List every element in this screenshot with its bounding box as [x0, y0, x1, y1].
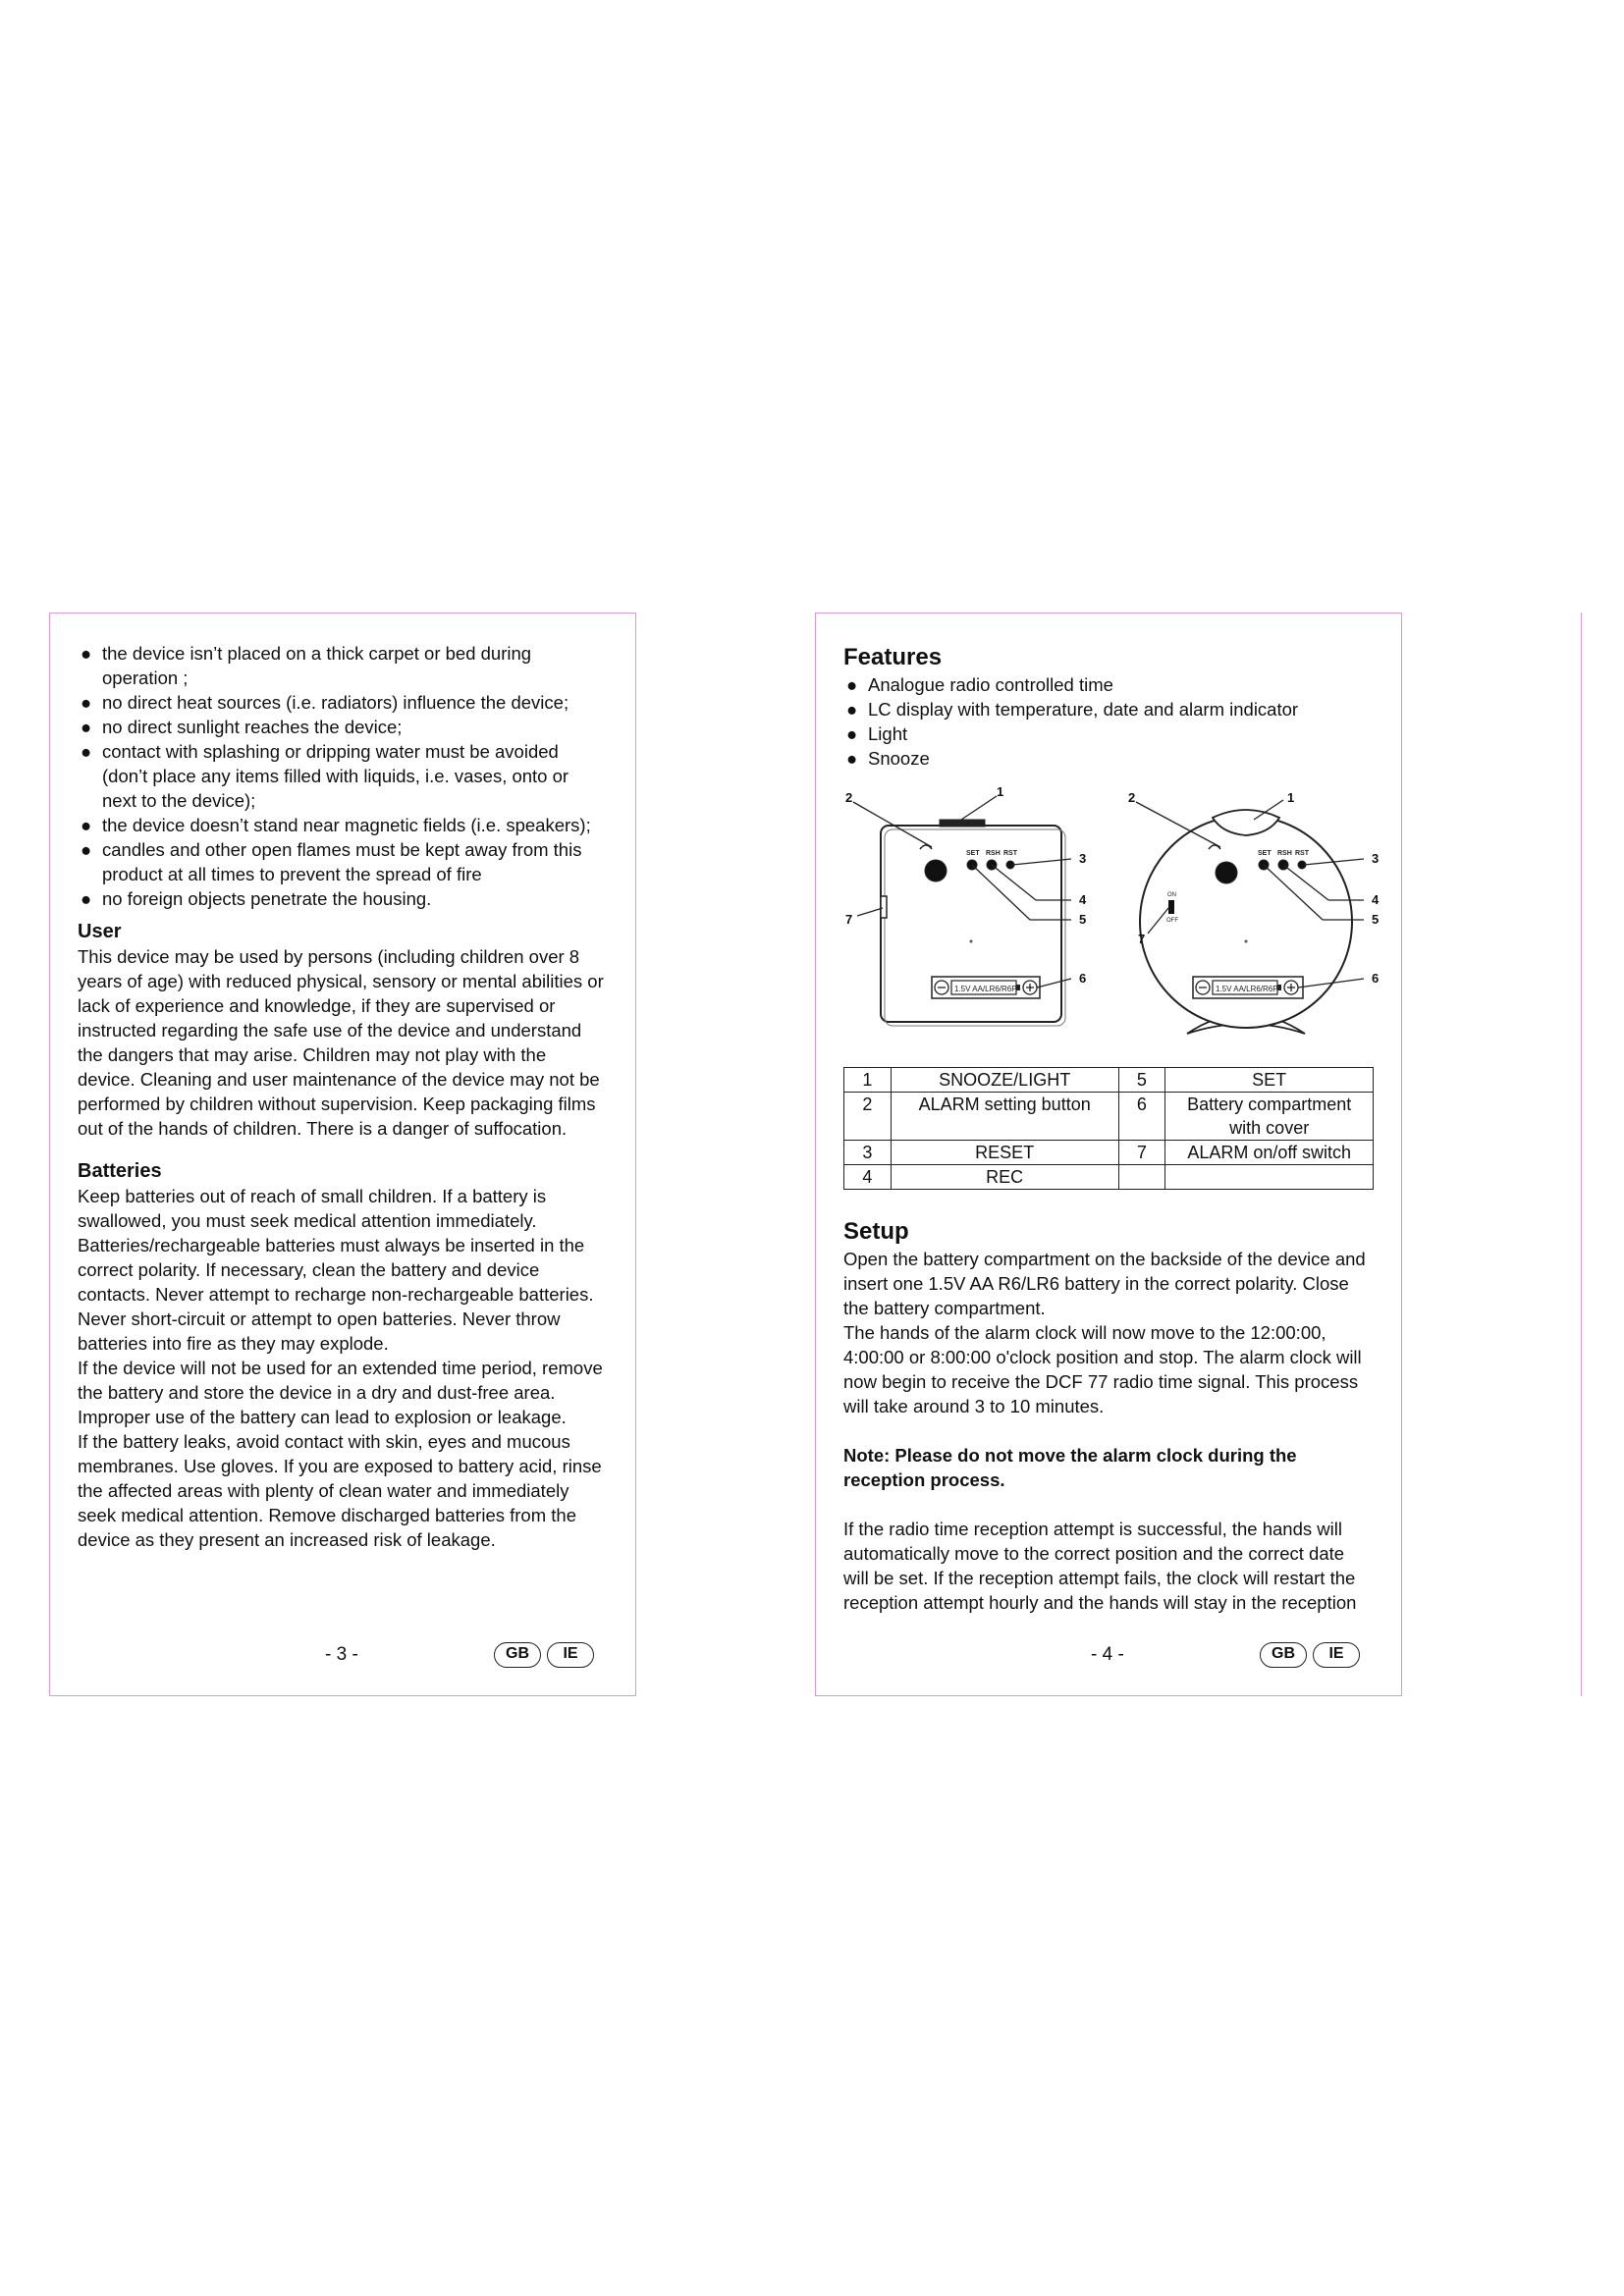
batteries-paragraph: Keep batteries out of reach of small children. If a battery is swallowed, you must seek medical attention immediately.	[78, 1186, 547, 1231]
hang-hole	[1245, 940, 1248, 943]
callout-3: 3	[1079, 851, 1087, 866]
battery-nub	[1016, 985, 1020, 990]
part-number: 7	[1118, 1141, 1165, 1165]
bullet-icon: ●	[81, 692, 92, 713]
leader-line-7	[857, 908, 883, 916]
list-item: ● the device isn’t placed on a thick carpet or bed during operation ;	[81, 643, 532, 688]
part-number: 3	[844, 1141, 892, 1165]
part-label: ALARM setting button	[891, 1093, 1118, 1141]
part-label: SNOOZE/LIGHT	[891, 1068, 1118, 1093]
battery-nub	[1277, 985, 1281, 990]
batteries-paragraph: Improper use of the battery can lead to explosion or leakage.	[78, 1407, 567, 1427]
user-paragraph: This device may be used by persons (including children over 8 years of age) with reduced physical, sensory or mental abilities or lack of experience and knowledge, if they are supervised or instructed regarding the safe use of the device and understand the dangers that may arise. Children may not play with the device. Cleaning and user maintenance of the device may not be performed by children without supervision. Keep packaging films out of the hands of children. There is a danger of suffocation.	[78, 946, 604, 1139]
parts-table	[843, 1067, 1374, 1190]
callout-1: 1	[997, 786, 1004, 799]
set-label: SET	[1258, 850, 1272, 857]
part-number	[1118, 1165, 1165, 1190]
setup-heading: Setup	[843, 1218, 909, 1245]
rsh-label: RSH	[986, 850, 1001, 857]
next-page-edge	[1581, 613, 1582, 1696]
table-row	[844, 1093, 1374, 1141]
part-number: 1	[844, 1068, 892, 1093]
alarm-knob	[1216, 862, 1237, 883]
bullet-icon: ●	[846, 699, 858, 720]
callout-6: 6	[1079, 971, 1087, 986]
language-badge-gb: GB	[1260, 1642, 1307, 1668]
part-label: ALARM on/off switch	[1165, 1141, 1374, 1165]
batteries-heading: Batteries	[78, 1160, 162, 1182]
bullet-icon: ●	[81, 741, 92, 762]
set-label: SET	[966, 850, 980, 857]
part-number: 5	[1118, 1068, 1165, 1093]
bullet-icon: ●	[846, 674, 858, 695]
part-number: 4	[844, 1165, 892, 1190]
list-item: ● LC display with temperature, date and alarm indicator	[846, 699, 1299, 720]
safety-bullet-list	[78, 641, 608, 911]
callout-2: 2	[845, 790, 853, 805]
setup-paragraph: If the radio time reception attempt is successful, the hands will automatically move to the correct position and the correct date will be set. If the reception attempt fails, the clock will restart the reception attempt hourly and the hands will stay in the reception	[843, 1519, 1357, 1613]
bullet-icon: ●	[81, 888, 92, 909]
battery-label: 1.5V AA/LR6/R6P	[1216, 985, 1278, 993]
part-label	[1165, 1165, 1374, 1190]
language-badge-ie: IE	[1313, 1642, 1360, 1668]
page-3-content	[78, 641, 608, 1552]
page-footer	[50, 1642, 635, 1672]
language-badge-gb: GB	[494, 1642, 541, 1668]
setup-note: Note: Please do not move the alarm clock during the reception process.	[843, 1445, 1297, 1490]
callout-1: 1	[1287, 790, 1295, 805]
leader-line-1	[961, 796, 997, 820]
clock-diagram-svg	[843, 786, 1393, 1057]
list-item: ● contact with splashing or dripping water must be avoided (don’t place any items filled with liquids, i.e. vases, onto or next to the device);	[81, 741, 569, 811]
language-badge-ie: IE	[547, 1642, 594, 1668]
callout-7: 7	[845, 912, 853, 927]
list-item: ● no direct sunlight reaches the device;	[81, 717, 403, 737]
page-footer	[816, 1642, 1401, 1672]
callout-4: 4	[1372, 892, 1380, 907]
manual-page-4	[815, 613, 1402, 1696]
callout-5: 5	[1372, 912, 1380, 927]
callout-7: 7	[1138, 932, 1146, 946]
table-row	[844, 1141, 1374, 1165]
user-heading: User	[78, 921, 122, 942]
rsh-label: RSH	[1277, 850, 1292, 857]
list-item: ● no foreign objects penetrate the housing.	[81, 888, 432, 909]
part-label: Battery compartment with cover	[1165, 1093, 1374, 1141]
page-4-content	[843, 643, 1380, 1615]
bullet-icon: ●	[846, 723, 858, 744]
setup-paragraph: Open the battery compartment on the backside of the device and insert one 1.5V AA R6/LR6 battery in the correct polarity. Close the battery compartment.	[843, 1249, 1366, 1318]
rst-label: RST	[1295, 850, 1309, 857]
alarm-switch	[1168, 900, 1174, 914]
batteries-paragraph: Batteries/rechargeable batteries must always be inserted in the correct polarity. If necessary, clean the battery and device contacts. Never attempt to recharge non-rechargeable batteries. Never short-circuit or attempt to open batteries. Never throw batteries into fire as they may explode.	[78, 1235, 594, 1354]
features-list	[843, 672, 1374, 771]
callout-2: 2	[1128, 790, 1136, 805]
bullet-icon: ●	[81, 815, 92, 835]
table-row	[844, 1165, 1374, 1190]
list-item: ● no direct heat sources (i.e. radiators) influence the device;	[81, 692, 569, 713]
clock-back-diagram	[843, 786, 1380, 1057]
list-item: ● Analogue radio controlled time	[846, 674, 1113, 695]
bullet-icon: ●	[81, 643, 92, 664]
part-number: 2	[844, 1093, 892, 1141]
manual-page-3	[49, 613, 636, 1696]
part-label: RESET	[891, 1141, 1118, 1165]
alarm-knob	[925, 860, 947, 881]
rst-label: RST	[1003, 850, 1017, 857]
part-label: SET	[1165, 1068, 1374, 1093]
table-row	[844, 1068, 1374, 1093]
list-item: ● Light	[846, 723, 908, 744]
callout-5: 5	[1079, 912, 1087, 927]
bullet-icon: ●	[846, 748, 858, 769]
callout-3: 3	[1372, 851, 1380, 866]
page-number: - 3 -	[325, 1644, 358, 1665]
alarm-switch	[881, 896, 887, 918]
features-heading: Features	[843, 644, 943, 670]
batteries-paragraph: If the device will not be used for an extended time period, remove the battery and store the device in a dry and dust-free area.	[78, 1358, 603, 1403]
switch-off-label: OFF	[1166, 918, 1178, 924]
part-number: 6	[1118, 1093, 1165, 1141]
language-badges	[1260, 1642, 1360, 1668]
battery-label: 1.5V AA/LR6/R6P	[954, 985, 1017, 993]
list-item: ● the device doesn’t stand near magnetic fields (i.e. speakers);	[81, 815, 591, 835]
page-number: - 4 -	[1091, 1644, 1124, 1665]
setup-paragraph: The hands of the alarm clock will now move to the 12:00:00, 4:00:00 or 8:00:00 o'clock position and stop. The alarm clock will now begin to receive the DCF 77 radio time signal. This process will take around 3 to 10 minutes.	[843, 1322, 1362, 1416]
bullet-icon: ●	[81, 839, 92, 860]
list-item: ● Snooze	[846, 748, 930, 769]
bullet-icon: ●	[81, 717, 92, 737]
round-clock-back	[1128, 790, 1380, 1034]
hang-hole	[970, 940, 973, 943]
callout-4: 4	[1079, 892, 1087, 907]
list-item: ● candles and other open flames must be kept away from this product at all times to prevent the spread of fire	[81, 839, 582, 884]
switch-on-label: ON	[1167, 892, 1176, 898]
batteries-paragraph: If the battery leaks, avoid contact with skin, eyes and mucous membranes. Use gloves. If you are exposed to battery acid, rinse the affected areas with plenty of clean water and immediately seek medical attention. Remove discharged batteries from the device as they present an increased risk of leakage.	[78, 1431, 602, 1550]
snooze-bar	[940, 820, 985, 827]
square-clock-back	[845, 786, 1087, 1026]
part-label: REC	[891, 1165, 1118, 1190]
callout-6: 6	[1372, 971, 1380, 986]
language-badges	[494, 1642, 594, 1668]
